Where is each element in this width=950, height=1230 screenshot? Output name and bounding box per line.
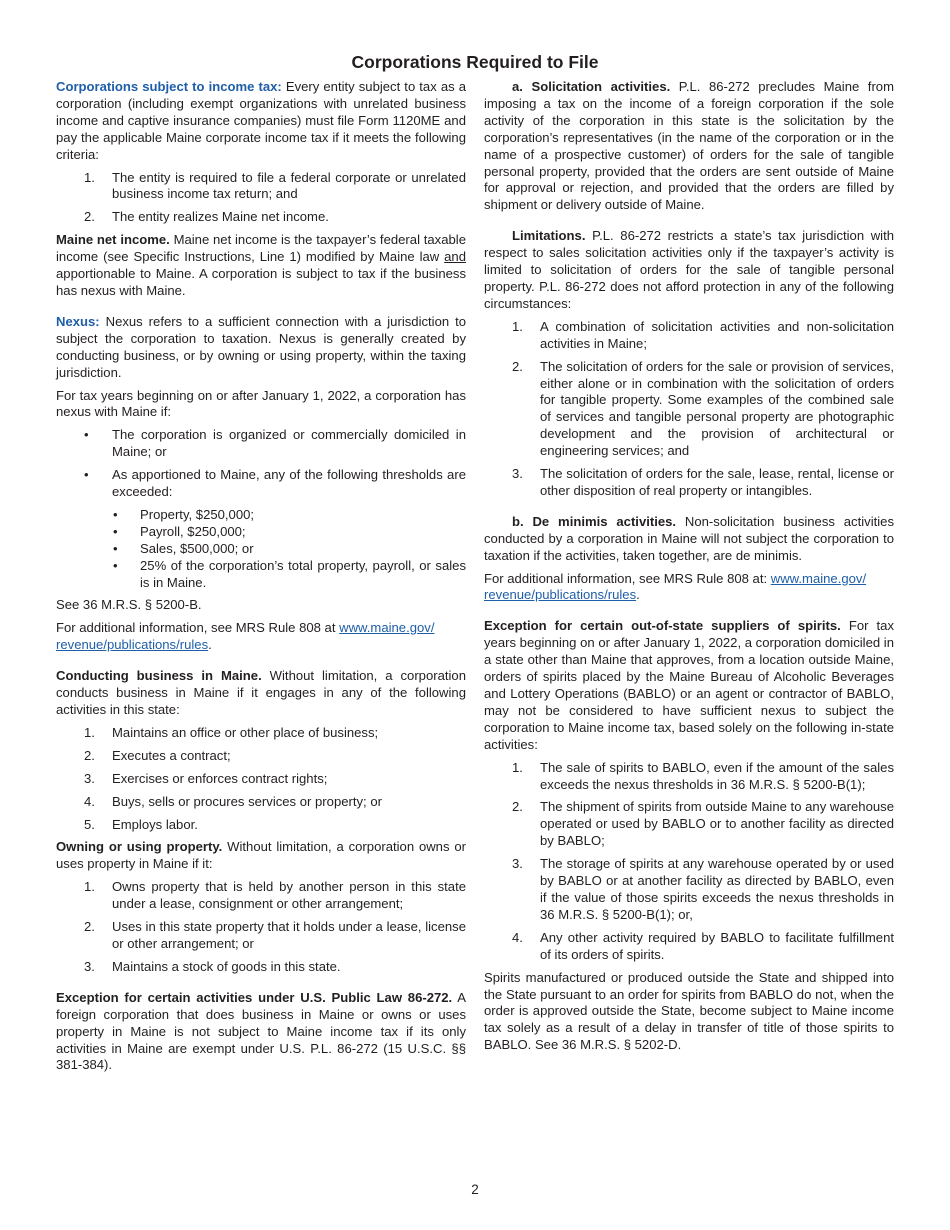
list-item: 3. Exercises or enforces contract rights; (84, 770, 328, 786)
list-item: 4. Buys, sells or procures services or property; or (84, 793, 382, 809)
maine-net-income-heading: Maine net income. (56, 232, 170, 248)
list-item: 1. The entity is required to file a federal corporate or unrelated business income tax return; and (84, 169, 466, 202)
spirits-exception-heading: Exception for certain out-of-state suppliers of spirits. (484, 618, 841, 634)
statute-reference: See 36 M.R.S. § 5200-B. (56, 597, 202, 613)
additional-info-paragraph: For additional information, see MRS Rule 808 at www.maine.gov/ revenue/publications/rules. (56, 620, 435, 653)
owning-property-list (56, 879, 466, 976)
list-item: • As apportioned to Maine, any of the following thresholds are exceeded: (84, 467, 466, 500)
nexus-tax-years-paragraph: For tax years beginning on or after January 1, 2022, a corporation has nexus with Maine if: (56, 387, 466, 420)
list-item: 2. Executes a contract; (84, 747, 231, 763)
right-column (484, 79, 894, 1060)
maine-net-income-paragraph: Maine net income. Maine net income is the taxpayer’s federal taxable income (see Specific Instructions, Line 1) modified by Maine law and apportionable to Maine. A corporation is subject to tax if the business has nexus with Maine. (56, 232, 466, 298)
left-column (56, 79, 466, 1080)
list-item: 1. A combination of solicitation activities and non-solicitation activities in Maine; (512, 318, 894, 351)
owning-property-paragraph: Owning or using property. Without limitation, a corporation owns or uses property in Maine if it: (56, 839, 466, 872)
nexus-paragraph: Nexus: Nexus refers to a sufficient connection with a jurisdiction to subject the corporation to taxation. Nexus is generally created by conducting business, or by owning or using property, within the taxing jurisdiction. (56, 313, 466, 380)
additional-info-paragraph: For additional information, see MRS Rule 808 at: www.maine.gov/ revenue/publications/rules. (484, 570, 867, 603)
threshold-sub-list (56, 507, 466, 592)
mrs-rule-808-link[interactable]: www.maine.gov/ revenue/publications/rules (484, 570, 867, 603)
list-item: • Property, $250,000; (113, 506, 255, 522)
page-title: Corporations Required to File (351, 52, 599, 72)
list-item: 4. Any other activity required by BABLO to facilitate fulfillment of its orders of spirits. (512, 929, 894, 962)
criteria-list (56, 170, 466, 227)
list-item: 2. The solicitation of orders for the sale or provision of services, either alone or in combination with the solicitation of orders for tangible property. Some examples of the combined sale of services and tangible personal property are photographic development and the provision of architectural or engineering services; and (512, 358, 894, 459)
list-item: 2. Uses in this state property that it holds under a lease, license or other arrangement; or (84, 919, 466, 951)
list-item: 3. The solicitation of orders for the sale, lease, rental, license or other disposition of real property or intangibles. (512, 466, 894, 498)
list-item: • Sales, $500,000; or (113, 540, 254, 556)
corporations-subject-heading: Corporations subject to income tax: (56, 79, 282, 94)
list-item: 2. The shipment of spirits from outside Maine to any warehouse operated or used by BABLO or to another facility as directed by BABLO; (512, 799, 894, 849)
mrs-rule-808-link[interactable]: www.maine.gov/ revenue/publications/rules (56, 620, 435, 653)
de-minimis-heading: b. De minimis activities. (512, 513, 677, 529)
corporations-subject-paragraph: Corporations subject to income tax: Every entity subject to tax as a corporation (including exempt organizations with unrelated business income and captive insurance companies) must file Form 1120ME and pay the applicable Maine corporate income tax if it meets the following criteria: (56, 79, 467, 162)
limitations-paragraph: Limitations. P.L. 86-272 restricts a state’s tax jurisdiction with respect to sales solicitation activities only if the taxpayer’s activity is limited to solicitation of orders for the sale of tangible personal property. P.L. 86-272 does not afford protection in any of the following circumstances: (484, 228, 894, 311)
conducting-business-paragraph: Conducting business in Maine. Without limitation, a corporation conducts business in Maine if it engages in any of the following activities in this state: (56, 668, 466, 717)
conducting-business-heading: Conducting business in Maine. (56, 668, 262, 684)
list-item: 2. The entity realizes Maine net income. (84, 209, 329, 225)
limitations-list (484, 319, 894, 500)
nexus-bullet-list (56, 427, 466, 501)
list-item: 5. Employs labor. (84, 816, 198, 832)
spirits-exception-paragraph: Exception for certain out-of-state suppliers of spirits. For tax years beginning on or after January 1, 2022, a corporation domiciled in a state other than Maine that approves, from a location outside Maine, orders of spirits placed by the Maine Bureau of Alcoholic Beverages and Lottery Operations (BABLO) or an agent or contractor of BABLO, may not be considered to have sufficient nexus to subject the corporation to Maine income tax, based solely on the following in-state activities: (484, 618, 894, 752)
list-item: • The corporation is organized or commercially domiciled in Maine; or (84, 427, 466, 460)
list-item: 3. The storage of spirits at any warehouse operated by or used by BABLO or at another facility as directed by BABLO, even if the value of those spirits exceeds the nexus thresholds in 36 M.R.S. § 5200-B(1); or, (512, 856, 894, 922)
de-minimis-paragraph: b. De minimis activities. Non-solicitation business activities conducted by a corporation in Maine will not subject the corporation to taxation if the activities, taken together, are de minimis. (484, 513, 894, 563)
list-item: 1. The sale of spirits to BABLO, even if the amount of the sales exceeds the nexus thresholds in 36 M.R.S. § 5200-B(1); (512, 759, 894, 792)
exception-pl-heading: Exception for certain activities under U.S. Public Law 86-272. (56, 989, 453, 1005)
spirits-activities-list (484, 760, 894, 964)
list-item: 1. Maintains an office or other place of business; (84, 724, 379, 740)
list-item: • Payroll, $250,000; (113, 523, 246, 539)
page-number: 2 (471, 1182, 479, 1197)
spirits-closing-paragraph: Spirits manufactured or produced outside the State and shipped into the State pursuant to an order for spirits from BABLO do not, when the order is approved outside the State, become subject to Maine income tax solely as a result of a delay in transfer of title of those spirits to BABLO. See 36 M.R.S. § 5202-D. (484, 969, 894, 1053)
limitations-heading: Limitations. (512, 228, 586, 244)
list-item: 1. Owns property that is held by another person in this state under a lease, consignment or other arrangement; (84, 879, 466, 912)
solicitation-heading: a. Solicitation activities. (512, 79, 671, 94)
owning-property-heading: Owning or using property. (56, 839, 223, 855)
solicitation-paragraph: a. Solicitation activities. P.L. 86-272 precludes Maine from imposing a tax on the income of a foreign corporation if the sole activity of the corporation in this state is the solicitation by the corporation’s representatives (in the name of the corporation or in the name of a prospective customer) of orders for the sale of tangible personal property, provided that the orders are sent outside of Maine for approval or rejection, and provided that the orders are filled by shipment or delivery outside of Maine. (484, 79, 894, 213)
conducting-business-list (56, 725, 466, 834)
list-item: 3. Maintains a stock of goods in this state. (84, 958, 341, 974)
nexus-heading: Nexus: (56, 313, 100, 329)
exception-pl-paragraph: Exception for certain activities under U.S. Public Law 86-272. A foreign corporation that does business in Maine or owns or uses property in Maine is not subject to Maine income tax if its only activities in Maine are exempt under U.S. P.L. 86-272 (15 U.S.C. §§ 381-384). (56, 989, 466, 1073)
list-item: • 25% of the corporation’s total property, payroll, or sales is in Maine. (113, 557, 466, 590)
